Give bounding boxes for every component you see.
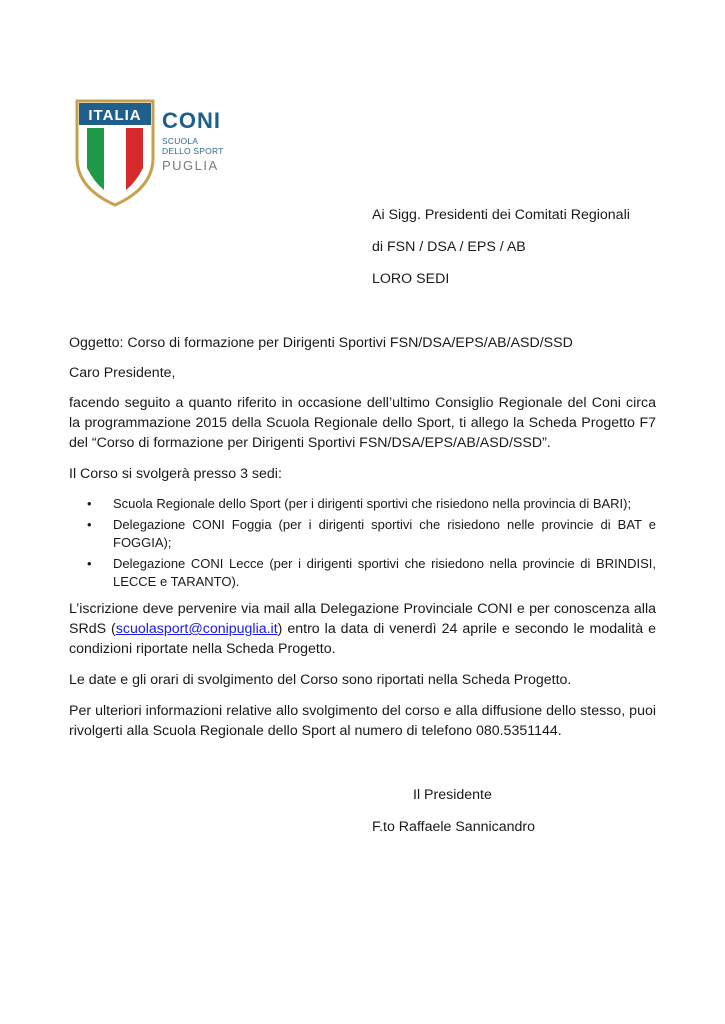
list-item: • Scuola Regionale dello Sport (per i dirigenti sportivi che risiedono nella provincia di BARI); [87, 496, 632, 511]
shield-band-text: ITALIA [88, 107, 142, 124]
bullet-icon: • [87, 517, 92, 532]
logo-sub-line1: SCUOLA [162, 136, 199, 146]
email-link[interactable]: scuolasport@conipuglia.it [115, 621, 278, 637]
list-item: • Delegazione CONI Foggia (per i dirigenti sportivi che risiedono nelle provincie di BAT e FOGGIA); [87, 517, 656, 550]
letter-intro: facendo seguito a quanto riferito in occasione dell’ultimo Consiglio Regionale del Coni circa la programmazione 2015 della Scuola Regionale dello Sport, ti allego la Scheda Progetto F7 del “Corso di formazione per Dirigenti Sportivi FSN/DSA/EPS/AB/ASD/SSD”. [69, 395, 656, 451]
recipients-block [372, 207, 630, 303]
logo-wordmark [162, 110, 224, 174]
letter-subject: Oggetto: Corso di formazione per Dirigenti Sportivi FSN/DSA/EPS/AB/ASD/SSD [69, 335, 573, 351]
iscrizione-paragraph: L’iscrizione deve pervenire via mail alla Delegazione Provinciale CONI e per conoscenza alla SRdS (scuolasport@conipuglia.it) entro la data di venerdì 24 aprile e secondo le modalità e condizioni riportate nella Scheda Progetto. [69, 601, 656, 657]
sedi-list [69, 495, 656, 591]
italia-shield-icon [74, 98, 156, 208]
logo-region: PUGLIA [162, 158, 219, 173]
coni-logo [74, 98, 234, 208]
bullet-icon: • [87, 556, 92, 571]
list-item: • Delegazione CONI Lecce (per i dirigenti sportivi che risiedono nella provincie di BRINDISI, LECCE e TARANTO). [87, 556, 656, 589]
bullet-icon: • [87, 496, 92, 511]
signature-role: Il Presidente [413, 787, 492, 803]
recipient-line: Ai Sigg. Presidenti dei Comitati Regionali [372, 207, 630, 223]
recipient-line: di FSN / DSA / EPS / AB [372, 239, 526, 255]
contact-info: Per ulteriori informazioni relative allo svolgimento del corso e alla diffusione dello stesso, puoi rivolgerti alla Scuola Regionale dello Sport al numero di telefono 080.5351144. [69, 703, 656, 739]
recipient-line: LORO SEDI [372, 271, 450, 287]
signature-block [372, 787, 535, 835]
letter-salutation: Caro Presidente, [69, 365, 176, 381]
letter-body [69, 333, 656, 752]
logo-sub-line2: DELLO SPORT [162, 146, 224, 156]
logo-brand: CONI [162, 108, 221, 133]
date-info: Le date e gli orari di svolgimento del Corso sono riportati nella Scheda Progetto. [69, 672, 572, 688]
signature-name: F.to Raffaele Sannicandro [372, 819, 536, 835]
sedi-intro: Il Corso si svolgerà presso 3 sedi: [69, 466, 282, 482]
